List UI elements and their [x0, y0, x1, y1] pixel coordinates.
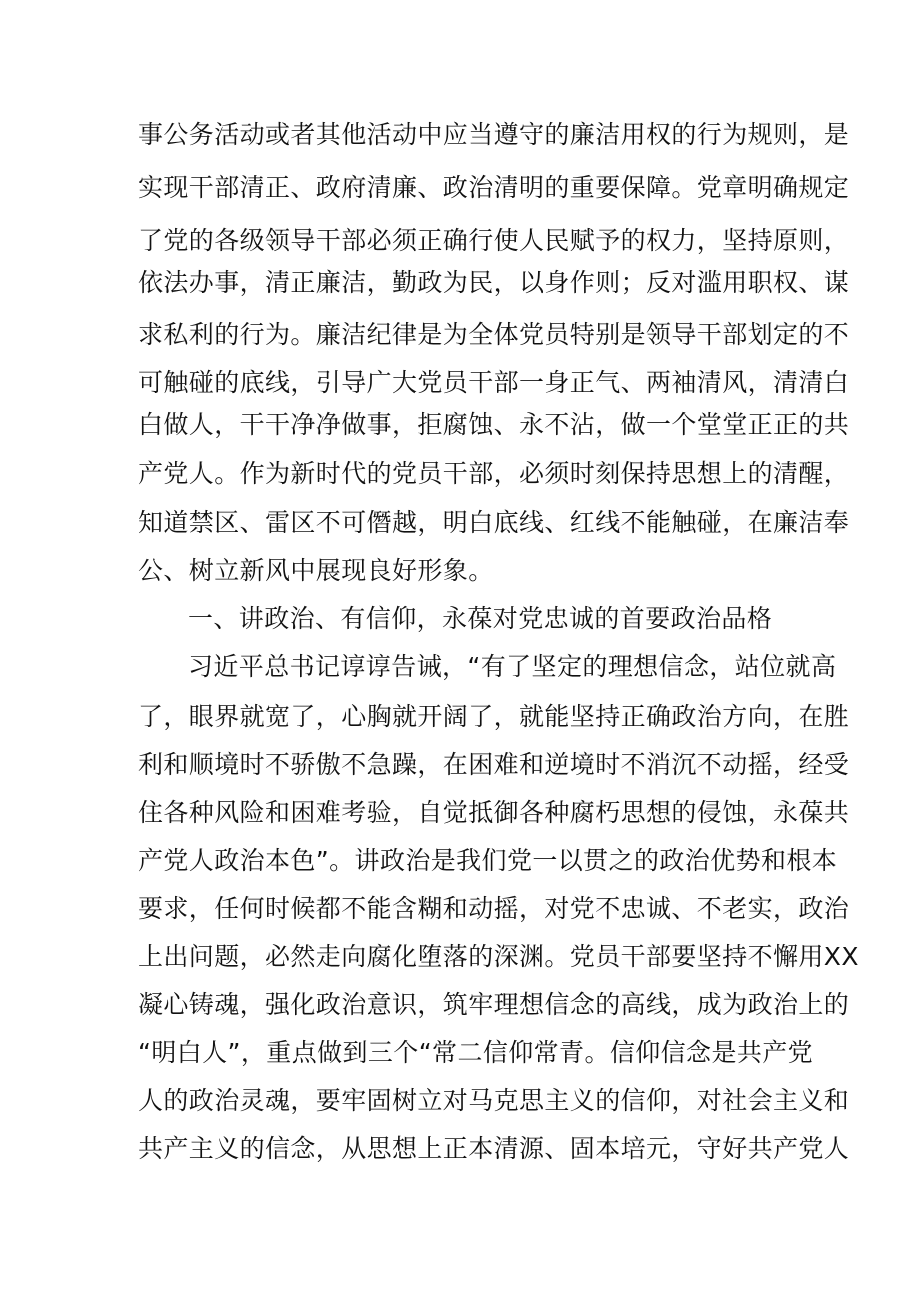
- paragraph-line: 利和顺境时不骄傲不急躁，在困难和逆境时不消沉不动摇，经受: [138, 750, 850, 779]
- paragraph-line: “明白人”，重点做到三个“常二信仰常青。信仰信念是共产党: [138, 1038, 814, 1067]
- paragraph-line: 住各种风险和困难考验，自觉抵御各种腐朽思想的侵蚀，永葆共: [138, 798, 850, 827]
- paragraph-line: 产党人政治本色”。讲政治是我们党一以贯之的政治优势和根本: [138, 846, 838, 875]
- paragraph-line: 事公务活动或者其他活动中应当遵守的廉洁用权的行为规则，是: [138, 120, 850, 149]
- paragraph-line: 实现干部清正、政府清廉、政治清明的重要保障。党章明确规定: [138, 173, 850, 202]
- paragraph-line: 产党人。作为新时代的党员干部，必须时刻保持思想上的清醒，: [138, 459, 850, 488]
- paragraph-line: 公、树立新风中展现良好形象。: [138, 556, 494, 585]
- paragraph-line: 白做人，干干净净做事，拒腐蚀、永不沾，做一个堂堂正正的共: [138, 410, 850, 439]
- section-heading: 一、讲政治、有信仰，永葆对党忠诚的首要政治品格: [188, 604, 773, 633]
- paragraph-line: 求私利的行为。廉洁纪律是为全体党员特别是领导干部划定的不: [138, 320, 850, 349]
- paragraph-line: 知道禁区、雷区不可僭越，明白底线、红线不能触碰，在廉洁奉: [138, 508, 850, 537]
- paragraph-line: 了，眼界就宽了，心胸就开阔了，就能坚持正确政治方向，在胜: [138, 702, 850, 731]
- paragraph-line: 人的政治灵魂，要牢固树立对马克思主义的信仰，对社会主义和: [138, 1086, 850, 1115]
- paragraph-line: 要求，任何时候都不能含糊和动摇，对党不忠诚、不老实，政治: [138, 894, 850, 923]
- paragraph-line: 凝心铸魂，强化政治意识，筑牢理想信念的高线，成为政治上的: [138, 990, 850, 1019]
- paragraph-line: 了党的各级领导干部必须正确行使人民赋予的权力，坚持原则，: [138, 226, 850, 255]
- paragraph-line: 可触碰的底线，引导广大党员干部一身正气、两袖清风，清清白: [138, 368, 850, 397]
- paragraph-line: 习近平总书记谆谆告诫，“有了坚定的理想信念，站位就高: [188, 652, 837, 681]
- paragraph-line: 共产主义的信念，从思想上正本清源、固本培元，守好共产党人: [138, 1134, 850, 1163]
- paragraph-line: 上出问题，必然走向腐化堕落的深渊。党员干部要坚持不懈用XX: [138, 942, 859, 971]
- paragraph-line: 依法办事，清正廉洁，勤政为民，以身作则；反对滥用职权、谋: [138, 268, 850, 297]
